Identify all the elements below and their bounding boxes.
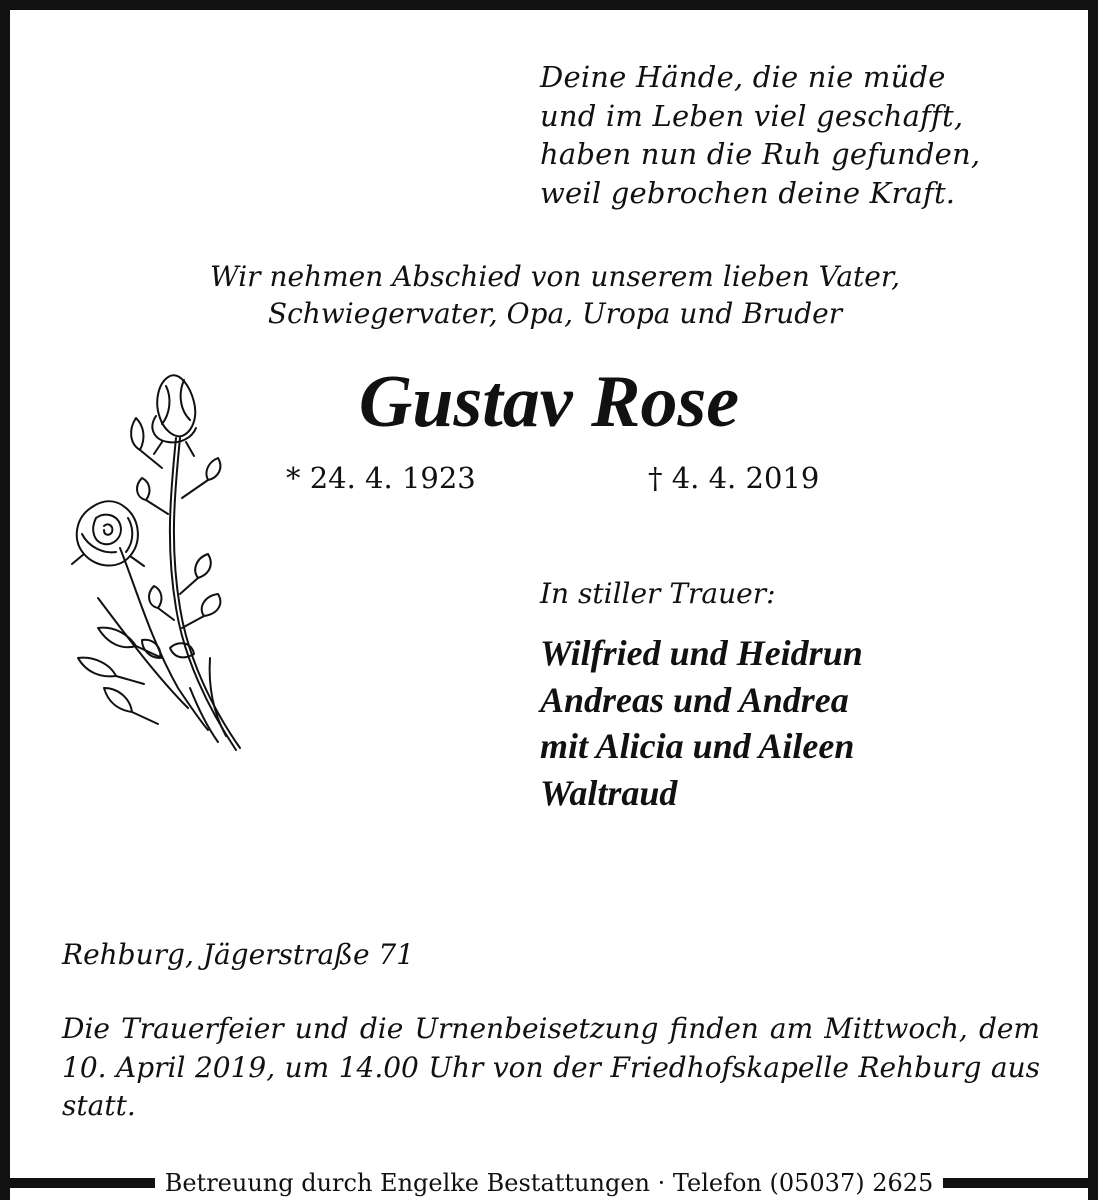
- ceremony-info: Die Trauerfeier und die Urnenbeisetzung finden am Mittwoch, dem 10. April 2019, um 14.00 Uhr von der Friedhofskapelle Rehburg aus statt.: [62, 1012, 1040, 1122]
- address: Rehburg, Jägerstraße 71: [62, 938, 415, 971]
- footer-text: Betreuung durch Engelke Bestattungen · Telefon (05037) 2625: [155, 1168, 944, 1198]
- mourners-list: [540, 630, 863, 816]
- mourner-entry: Andreas und Andrea: [540, 679, 849, 720]
- mourners-heading: In stiller Trauer:: [540, 577, 776, 610]
- intro-text: Wir nehmen Abschied von unserem lieben Vater, Schwiegervater, Opa, Uropa und Bruder: [209, 260, 901, 330]
- footer-rule-right: [943, 1178, 1098, 1188]
- mourner-entry: Wilfried und Heidrun: [540, 633, 863, 673]
- mourner-entry: Waltraud: [540, 772, 678, 813]
- mourner-entry: mit Alicia und Aileen: [540, 726, 855, 766]
- footer-rule-left: [0, 1178, 155, 1188]
- birth-date: * 24. 4. 1923: [286, 461, 476, 495]
- footer-bar: [0, 1169, 1098, 1197]
- death-date: † 4. 4. 2019: [648, 461, 820, 495]
- deceased-name: Gustav Rose: [358, 361, 740, 443]
- poem: Deine Hände, die nie müde und im Leben viel geschafft, haben nun die Ruh gefunden, weil gebrochen deine Kraft.: [540, 60, 981, 210]
